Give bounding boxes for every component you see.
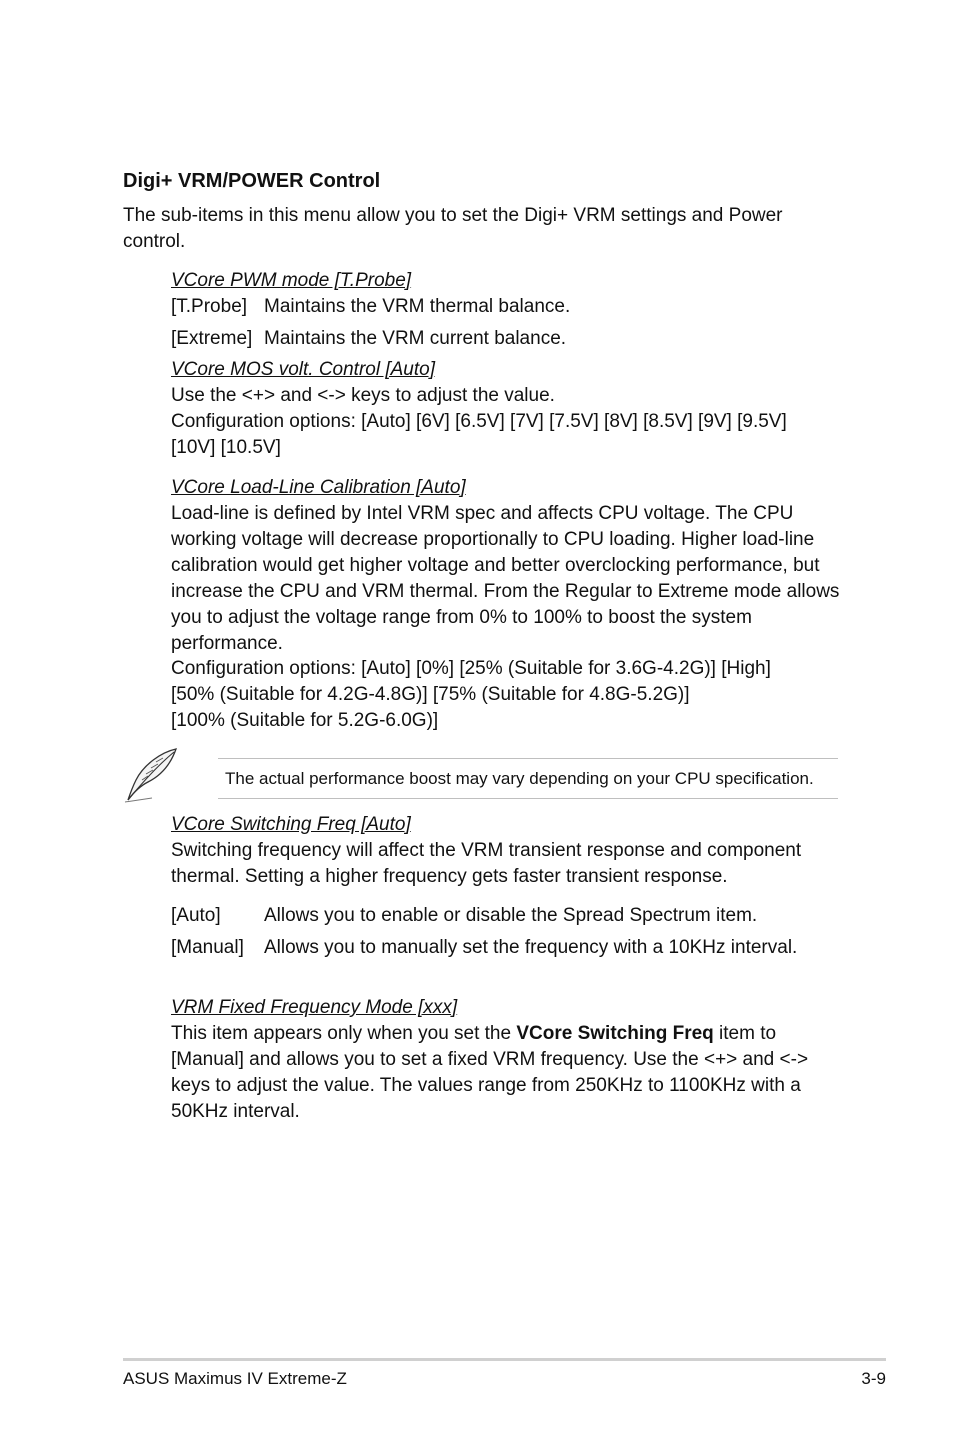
llc-config: [100% (Suitable for 5.2G-6.0G)] (171, 710, 439, 731)
mos-volt-config-cont: [10V] [10.5V] (171, 437, 281, 458)
fixed-freq-title: VRM Fixed Frequency Mode [xxx] (171, 997, 458, 1018)
fixed-freq-desc-bold: VCore Switching Freq (516, 1023, 714, 1044)
switching-option-desc: Allows you to manually set the frequency with a 10KHz interval. (264, 937, 798, 958)
fixed-freq-description (171, 1021, 841, 1125)
section-intro: The sub-items in this menu allow you to set the Digi+ VRM settings and Power control. (123, 205, 783, 252)
switching-freq-title: VCore Switching Freq [Auto] (171, 814, 411, 835)
fixed-freq-desc-post: item to [Manual] and allows you to set a fixed VRM frequency. Use the <+> and <-> keys to adjust the value. The values range from 250KHz to 1100KHz with a 50KHz interval. (171, 1023, 809, 1122)
mos-volt-line: Use the <+> and <-> keys to adjust the value. (171, 385, 555, 406)
pwm-mode-title: VCore PWM mode [T.Probe] (171, 270, 412, 291)
pwm-option-desc: Maintains the VRM thermal balance. (264, 296, 571, 317)
section-heading: Digi+ VRM/POWER Control (123, 170, 381, 192)
mos-volt-config: Configuration options: [Auto] [6V] [6.5V] [7V] [7.5V] [8V] [8.5V] [9V] [9.5V] (171, 411, 787, 432)
llc-config: [50% (Suitable for 4.2G-4.8G)] [75% (Suitable for 4.8G-5.2G)] (171, 684, 690, 705)
switching-option-key: [Manual] (171, 937, 244, 958)
pwm-option-desc: Maintains the VRM current balance. (264, 328, 567, 349)
llc-config: Configuration options: [Auto] [0%] [25% (Suitable for 3.6G-4.2G)] [High] (171, 658, 771, 679)
llc-description: Load-line is defined by Intel VRM spec and affects CPU voltage. The CPU working voltage will decrease proportionally to CPU loading. Higher load-line calibration would get higher voltage and better overclocking performance, but increase the CPU and VRM thermal. From the Regular to Extreme mode allows you to adjust the voltage range from 0% to 100% to boost the system performance. (171, 503, 840, 654)
switching-option-desc: Allows you to enable or disable the Spread Spectrum item. (264, 905, 758, 926)
feather-pen-icon (122, 746, 180, 804)
llc-title: VCore Load-Line Calibration [Auto] (171, 477, 466, 498)
switching-freq-description: Switching frequency will affect the VRM transient response and component thermal. Setting a higher frequency gets faster transient response. (171, 840, 802, 887)
pwm-option-key: [T.Probe] (171, 296, 248, 317)
footer-rule (123, 1358, 886, 1361)
footer-title: ASUS Maximus IV Extreme-Z (123, 1369, 347, 1388)
note-top-rule (218, 758, 838, 759)
pwm-option-key: [Extreme] (171, 328, 253, 349)
switching-option-key: [Auto] (171, 905, 221, 926)
fixed-freq-desc-pre: This item appears only when you set the (171, 1023, 517, 1044)
note-bottom-rule (218, 798, 838, 799)
page-number: 3-9 (861, 1369, 886, 1388)
note-text: The actual performance boost may vary depending on your CPU specification. (225, 769, 814, 788)
mos-volt-title: VCore MOS volt. Control [Auto] (171, 359, 435, 380)
